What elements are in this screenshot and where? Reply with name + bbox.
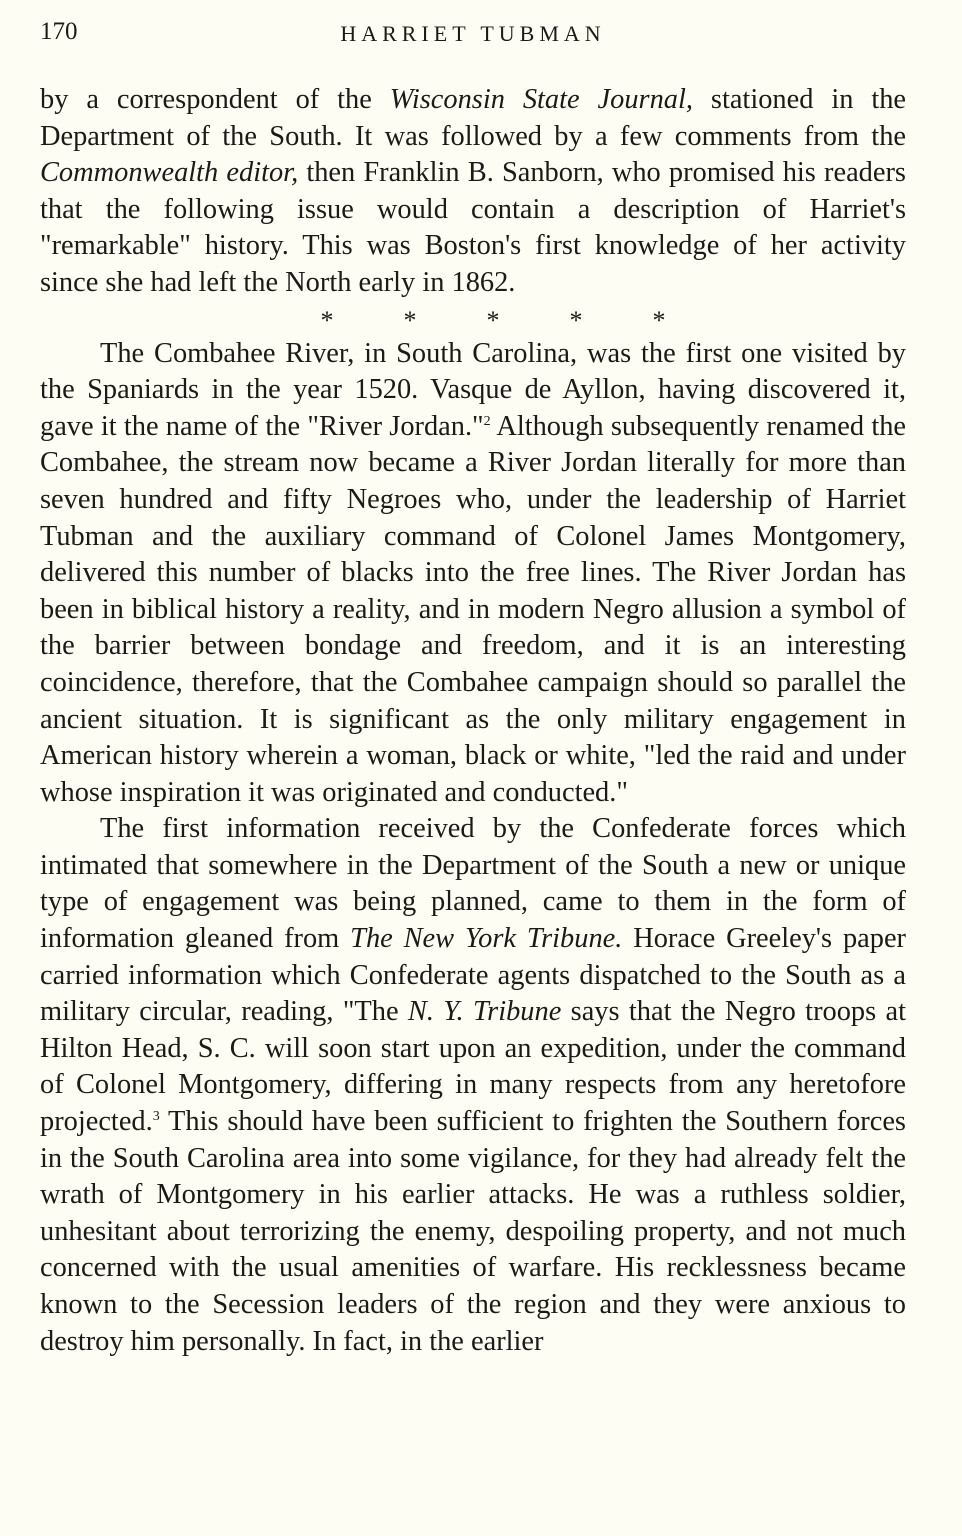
text-run: Although subsequently renamed the Combahee, the stream now became a River Jordan literally for more than seven hundred and fifty Negroes who, under the leadership of Harriet Tubman and the auxiliary command of Colonel James Montgomery, delivered this number of blacks into the free lines. The River Jordan has been in biblical history a reality, and in modern Negro allusion a symbol of the barrier between bondage and freedom, and it is an interesting coincidence, therefore, that the Combahee campaign should so parallel the ancient situation. It is significant as the only military engagement in American history wherein a woman, black or white, "led the raid and under whose inspiration it was originated and conducted." (40, 410, 906, 808)
text-run: says that the Negro troops at Hilton Head, S. C. will soon start upon an expedition, under the command of Colonel Montgomery, differing in many respects from any heretofore projected. (40, 996, 907, 1138)
asterisk: * (320, 305, 334, 335)
asterisk: * (569, 305, 583, 335)
running-head (40, 18, 906, 58)
asterisk: * (486, 305, 500, 335)
asterisk: * (652, 305, 666, 335)
page-number: 170 (40, 18, 78, 45)
footnote-marker: 3 (152, 1109, 160, 1125)
text-run: The first information received by the Confederate forces which intimated that somewhere in the Department of the South a new or unique type of engagement was being planned, came to them in the form of information gleaned from (40, 813, 906, 955)
body-text (40, 82, 906, 1360)
running-title: HARRIET TUBMAN (340, 21, 606, 46)
periodical-title: Commonwealth editor, (40, 157, 299, 189)
paragraph (40, 336, 906, 812)
text-run: This should have been sufficient to frighten the Southern forces in the South Carolina area into some vigilance, for they had already felt the wrath of Montgomery in his earlier attacks. He was a ruthless soldier, unhesitant about terrorizing the enemy, despoiling property, and not much concerned with the usual amenities of warfare. His recklessness became known to the Secession leaders of the region and they were anxious to destroy him personally. In fact, in the earlier (40, 1106, 906, 1357)
text-run: stationed in the Department of the South. It was followed by a few comments from the (40, 84, 907, 152)
periodical-title: Wisconsin State Journal, (389, 84, 693, 115)
book-page (40, 18, 906, 1360)
section-break (40, 302, 906, 336)
asterisk: * (403, 305, 417, 335)
paragraph (40, 82, 906, 302)
text-run: by a correspondent of the (40, 84, 390, 115)
text-run: then Franklin B. Sanborn, who promised his readers that the following issue would contain a description of Harriet's "remarkable" history. This was Boston's first knowledge of her activity since she had left the North early in 1862. (40, 157, 906, 298)
footnote-marker: 2 (483, 413, 491, 429)
periodical-title: The New York Tribune. (350, 923, 623, 955)
periodical-title: N. Y. Tribune (407, 996, 562, 1028)
text-run: Horace Greeley's paper carried information which Confederate agents dispatched to the South as a military circular, reading, "The (40, 923, 907, 1028)
paragraph (40, 811, 906, 1360)
text-run: The Combahee River, in South Carolina, was the first one visited by the Spaniards in the year 1520. Vasque de Ayllon, having discovered it, gave it the name of the "River Jordan." (40, 337, 906, 442)
